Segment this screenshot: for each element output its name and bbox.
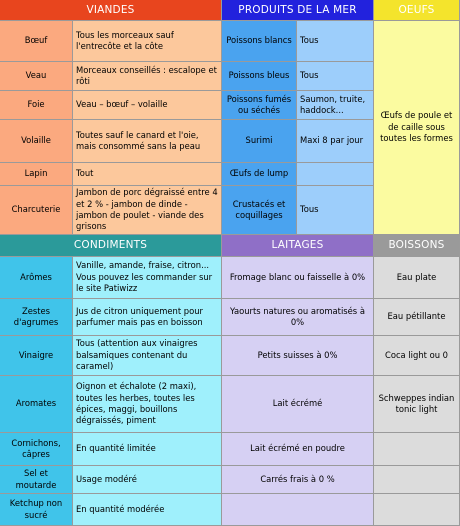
boissons-item bbox=[374, 494, 460, 526]
laitages-item: Carrés frais à 0 % bbox=[222, 466, 374, 494]
laitages-item: Yaourts natures ou aromatisés à 0% bbox=[222, 299, 374, 336]
condiments-label-ketchup: Ketchup non sucré bbox=[0, 494, 73, 526]
boissons-item bbox=[374, 466, 460, 494]
condiments-label-vinaigre: Vinaigre bbox=[0, 336, 73, 376]
condiments-value-sel-moutarde: Usage modéré bbox=[73, 466, 222, 494]
boissons-item bbox=[374, 433, 460, 466]
mer-value-crustaces: Tous bbox=[297, 186, 374, 235]
condiments-label-cornichons: Cornichons, câpres bbox=[0, 433, 73, 466]
mer-label-poissons-blancs: Poissons blancs bbox=[222, 21, 297, 62]
viandes-label-lapin: Lapin bbox=[0, 163, 73, 186]
header-laitages: LAITAGES bbox=[222, 235, 374, 257]
condiments-label-aromates: Aromates bbox=[0, 376, 73, 433]
oeufs-value: Œufs de poule et de caille sous toutes les formes bbox=[374, 21, 460, 235]
condiments-label-aromes: Arômes bbox=[0, 257, 73, 299]
condiments-value-aromes: Vanille, amande, fraise, citron... Vous pouvez les commander sur le site Patiwizz bbox=[73, 257, 222, 299]
boissons-item: Schweppes indian tonic light bbox=[374, 376, 460, 433]
header-condiments: CONDIMENTS bbox=[0, 235, 222, 257]
laitages-item: Petits suisses à 0% bbox=[222, 336, 374, 376]
condiments-value-zestes: Jus de citron uniquement pour parfumer mais pas en boisson bbox=[73, 299, 222, 336]
condiments-label-zestes: Zestes d'agrumes bbox=[0, 299, 73, 336]
boissons-item: Eau plate bbox=[374, 257, 460, 299]
condiments-value-vinaigre: Tous (attention aux vinaigres balsamiques contenant du caramel) bbox=[73, 336, 222, 376]
boissons-item: Eau pétillante bbox=[374, 299, 460, 336]
mer-value-oeufs-de-lump bbox=[297, 163, 374, 186]
viandes-value-volaille: Toutes sauf le canard et l'oie, mais consommé sans la peau bbox=[73, 120, 222, 163]
viandes-label-veau: Veau bbox=[0, 62, 73, 91]
laitages-item: Fromage blanc ou faisselle à 0% bbox=[222, 257, 374, 299]
laitages-item: Lait écrémé en poudre bbox=[222, 433, 374, 466]
header-viandes: VIANDES bbox=[0, 0, 222, 21]
viandes-value-charcuterie: Jambon de porc dégraissé entre 4 et 2 % - jambon de dinde - jambon de poulet - viande des grisons bbox=[73, 186, 222, 235]
header-oeufs: OEUFS bbox=[374, 0, 460, 21]
boissons-item: Coca light ou 0 bbox=[374, 336, 460, 376]
viandes-label-charcuterie: Charcuterie bbox=[0, 186, 73, 235]
mer-value-surimi: Maxi 8 par jour bbox=[297, 120, 374, 163]
mer-label-crustaces: Crustacés et coquillages bbox=[222, 186, 297, 235]
mer-label-poissons-fumes: Poissons fumés ou séchés bbox=[222, 91, 297, 120]
mer-label-oeufs-de-lump: Œufs de lump bbox=[222, 163, 297, 186]
mer-label-surimi: Surimi bbox=[222, 120, 297, 163]
viandes-value-veau: Morceaux conseillés : escalope et rôti bbox=[73, 62, 222, 91]
mer-label-poissons-bleus: Poissons bleus bbox=[222, 62, 297, 91]
condiments-value-cornichons: En quantité limitée bbox=[73, 433, 222, 466]
mer-value-poissons-bleus: Tous bbox=[297, 62, 374, 91]
viandes-label-volaille: Volaille bbox=[0, 120, 73, 163]
header-boissons: BOISSONS bbox=[374, 235, 460, 257]
mer-value-poissons-blancs: Tous bbox=[297, 21, 374, 62]
laitages-item bbox=[222, 494, 374, 526]
viandes-value-lapin: Tout bbox=[73, 163, 222, 186]
laitages-item: Lait écrémé bbox=[222, 376, 374, 433]
viandes-label-boeuf: Bœuf bbox=[0, 21, 73, 62]
condiments-label-sel-moutarde: Sel et moutarde bbox=[0, 466, 73, 494]
viandes-value-boeuf: Tous les morceaux sauf l'entrecôte et la côte bbox=[73, 21, 222, 62]
viandes-value-foie: Veau – bœuf – volaille bbox=[73, 91, 222, 120]
condiments-value-ketchup: En quantité modérée bbox=[73, 494, 222, 526]
condiments-value-aromates: Oignon et échalote (2 maxi), toutes les herbes, toutes les épices, maggi, bouillons dégraissés, piment bbox=[73, 376, 222, 433]
mer-value-poissons-fumes: Saumon, truite, haddock... bbox=[297, 91, 374, 120]
header-produits-de-la-mer: PRODUITS DE LA MER bbox=[222, 0, 374, 21]
viandes-label-foie: Foie bbox=[0, 91, 73, 120]
